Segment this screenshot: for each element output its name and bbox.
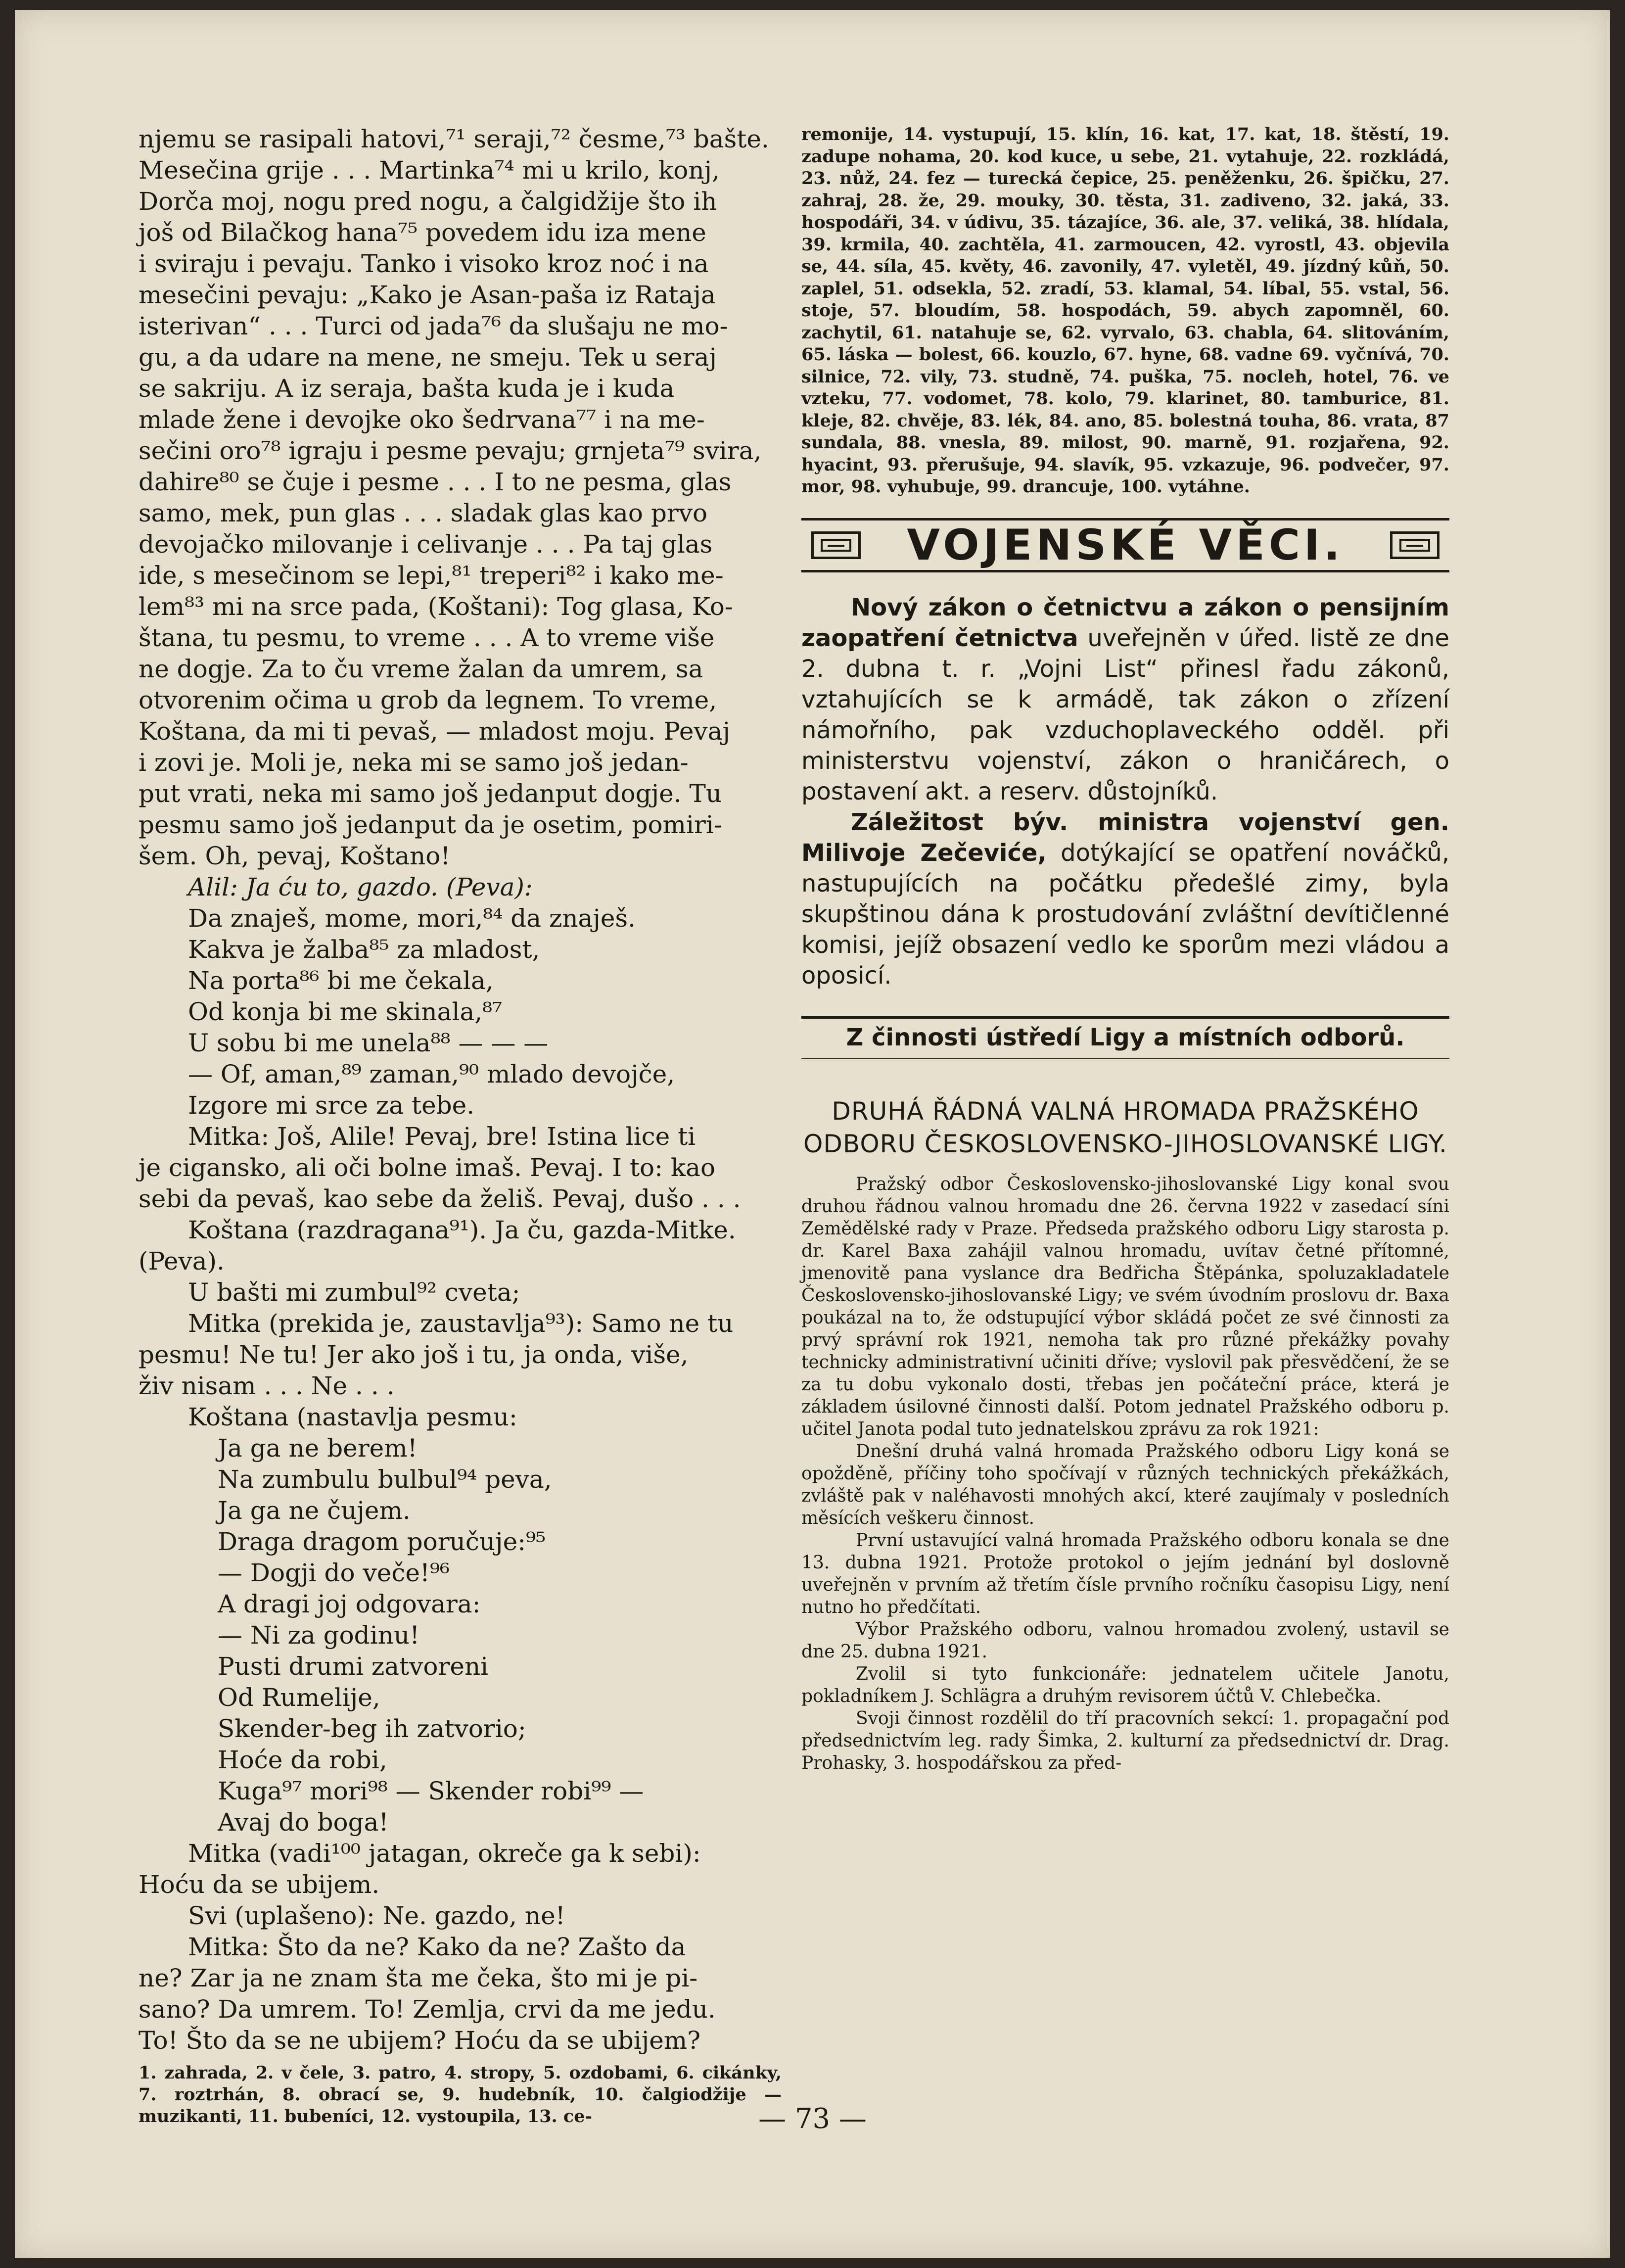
text-line: otvorenim očima u grob da legnem. To vreme, [139,686,717,714]
text-line: je cigansko, ali oči bolne imaš. Pevaj. I to: kao [139,1153,716,1182]
text-line: sebi da pevaš, kao sebe da želiš. Pevaj, dušo . . . [139,1184,741,1213]
text-line: isterivan“ . . . Turci od jada⁷⁶ da slušaju ne mo- [139,312,728,340]
banner-title: VOJENSKÉ VĚCI. [907,520,1344,570]
text-line: ne dogje. Za to ču vreme žalan da umrem, sa [139,655,703,683]
text-line: samo, mek, pun glas . . . sladak glas kao prvo [139,499,708,527]
text-line: Hoću da se ubijem. [139,1870,380,1899]
news-paragraph: Záležitost býv. ministra vojenství gen. Milivoje Zečeviće, dotýkající se opatření nováčků, nastupujících na počátku předešlé zimy, byla skupštinou dána k prostudování zvláštní devítičlenné komisi, jejíž obsazení vedlo ke sporům mezi vládou a oposicí. [801,808,1449,990]
text-line: i zovi je. Moli je, neka mi se samo još jedan- [139,748,689,777]
text-line: Draga dragom poručuje:⁹⁵ [218,1527,546,1556]
text-line: Kuga⁹⁷ mori⁹⁸ — Skender robi⁹⁹ — [218,1777,644,1805]
text-line: Alil: Ja ću to, gazdo. (Peva): [188,873,533,901]
section-heading: Z činnosti ústředí Ligy a místních odborů. [801,1016,1449,1060]
report-paragraph: Pražský odbor Československo-jihoslovanské Ligy konal svou druhou řádnou valnou hromadu dne 26. června 1922 v zasedací síni Zemědělské rady v Praze. Předseda pražského odboru Ligy starosta p. dr. Karel Baxa zahájil valnou hromadu, uvítav četné přítomné, jmenovitě pana vyslance dra Bedřicha Štěpánka, spoluzakladatele Československo-jihoslovanské Ligy; ve svém úvodním proslovu dr. Baxa poukázal na to, že odstupující výbor skládá počet ze své činnosti za prvý správní rok 1921, nemoha tak pro různé překážky povahy technicky administrativní učiniti dříve; vyslovil pak přesvědčení, že se za tu dobu vykonalo dosti, třebas jen počáteční práce, která je základem úsilovné činnosti další. Potom jednatel Pražského odboru p. učitel Janota podal tuto jednatelskou zprávu za rok 1921: [801,1174,1449,1439]
section-banner [801,518,1449,572]
text-line: devojačko milovanje i celivanje . . . Pa taj glas [139,530,713,559]
military-news [801,592,1449,991]
text-line: mlade žene i devojke oko šedrvana⁷⁷ i na me- [139,405,705,434]
text-line: pesmu samo još jedanput da je osetim, pomiri- [139,810,722,839]
page-number: — 73 — [758,2103,867,2135]
report-paragraph: Svoji činnost rozdělil do tří pracovních sekcí: 1. propagační pod předsednictvím leg. rady Šimka, 2. kulturní za předsednictví dr. Drag. Prohasky, 3. hospodářskou za před- [801,1708,1449,1773]
text-line: još od Bilačkog hana⁷⁵ povedem idu iza mene [139,218,706,247]
text-line: Mitka (vadi¹⁰⁰ jatagan, okreče ga k sebi): [188,1839,701,1868]
ornament-icon [1390,531,1439,559]
text-line: Hoće da robi, [218,1746,387,1774]
text-line: mesečini pevaju: „Kako je Asan-paša iz Rataja [139,281,716,309]
text-line: Skender-beg ih zatvorio; [218,1714,526,1743]
text-line: sano? Da umrem. To! Zemlja, crvi da me jedu. [139,1995,716,2024]
report-paragraph: Zvolil si tyto funkcionáře: jednatelem učitele Janotu, pokladníkem J. Schlägra a druhým revisorem účtů V. Chlebečka. [801,1663,1449,1706]
text-line: Mesečina grije . . . Martinka⁷⁴ mi u krilo, konj, [139,156,720,185]
right-footnotes: remonije, 14. vystupují, 15. klín, 16. kat, 17. kat, 18. štěstí, 19. zadupe nohama, 20. kod kuce, u sebe, 21. vytahuje, 22. rozkládá, 23. nůž, 24. fez — turecká čepice, 25. peněženku, 26. špičku, 27. zahraj, 28. že, 29. mouky, 30. těsta, 31. zadiveno, 32. jaká, 33. hospodáři, 34. v údivu, 35. tázajíce, 36. ale, 37. veliká, 38. hlídala, 39. krmila, 40. zachtěla, 41. zarmoucen, 42. vyrostl, 43. objevila se, 44. síla, 45. květy, 46. zavonily, 47. vyletěl, 49. jízdný kůň, 50. zaplel, 51. odsekla, 52. zradí, 53. klamal, 54. líbal, 55. vstal, 56. stoje, 57. bloudím, 58. hospodách, 59. abych zapomněl, 60. zachytil, 61. natahuje se, 62. vyrvalo, 63. chabla, 64. slitováním, 65. láska — bolest, 66. kouzlo, 67. hyne, 68. vadne 69. vyčnívá, 70. silnice, 72. vily, 73. studně, 74. puška, 75. nocleh, hotel, 76. ve vzteku, 77. vodomet, 78. kolo, 79. klarinet, 80. tamburice, 81. kleje, 82. chvěje, 83. lék, 84. ano, 85. bolestná touha, 86. vrata, 87 sundala, 88. vnesla, 89. milost, 90. marně, 91. rozjařena, 92. hyacint, 93. přerušuje, 94. slavík, 95. vzkazuje, 96. podvečer, 97. mor, 98. vyhubuje, 99. drancuje, 100. vytáhne. [801,124,1449,497]
report-body [801,1173,1449,1774]
news-paragraph: Nový zákon o četnictvu a zákon o pensijním zaopatření četnictva uveřejněn v úřed. listě ze dne 2. dubna t. r. „Vojni List“ přinesl řadu zákonů, vztahujících se k armádě, tak zákon o zřízení námořního, pak vzduchoplaveckého odděl. při ministerstvu vojenství, zákon o hraničárech, o postavení akt. a reserv. důstojníků. [801,593,1450,805]
text-line: (Peva). [139,1247,225,1276]
text-line: Dorča moj, nogu pred nogu, a čalgidžije što ih [139,187,717,216]
ornament-icon [811,531,861,559]
text-line: Ja ga ne čujem. [218,1496,411,1525]
report-paragraph: První ustavující valná hromada Pražského odboru konala se dne 13. dubna 1921. Protože protokol o jejím jednání byl doslovně uveřejněn v prvním až třetím čísle prvního ročníku časopisu Ligy, není nutno ho předčítati. [801,1530,1449,1617]
text-line: Avaj do boga! [218,1808,389,1837]
text-line: gu, a da udare na mene, ne smeju. Tek u seraj [139,343,717,372]
text-line: Kakva je žalba⁸⁵ za mladost, [188,935,540,964]
text-line: U bašti mi zumbul⁹² cveta; [188,1278,520,1307]
magazine-page [15,10,1610,2258]
left-footnotes: 1. zahrada, 2. v čele, 3. patro, 4. stropy, 5. ozdobami, 6. cikánky, 7. roztrhán, 8. obrací se, 9. hudebník, 10. čalgiodžije — muzikanti, 11. bubeníci, 12. vystoupila, 13. ce- [139,2063,782,2126]
text-line: ide, s mesečinom se lepi,⁸¹ treperi⁸² i kako me- [139,561,724,590]
text-line: dahire⁸⁰ se čuje i pesme . . . I to ne pesma, glas [139,468,732,496]
text-line: se sakriju. A iz seraja, bašta kuda je i kuda [139,374,675,403]
text-line: Na zumbulu bulbul⁹⁴ peva, [218,1465,552,1494]
play-text [139,124,782,2056]
text-line: — Dogji do veče!⁹⁶ [218,1559,450,1587]
text-line: Pusti drumi zatvoreni [218,1652,489,1681]
text-line: Koštana (nastavlja pesmu: [188,1403,517,1431]
text-line: Mitka: Još, Alile! Pevaj, bre! Istina lice ti [188,1122,696,1151]
right-column [801,124,1449,1774]
text-line: — Ni za godinu! [218,1621,420,1650]
text-line: sečini oro⁷⁸ igraju i pesme pevaju; grnjeta⁷⁹ svira, [139,436,762,465]
text-line: šem. Oh, pevaj, Koštano! [139,842,451,870]
text-line: lem⁸³ mi na srce pada, (Koštani): Tog glasa, Ko- [139,592,733,621]
text-line: Mitka (prekida je, zaustavlja⁹³): Samo ne tu [188,1309,734,1338]
text-line: Mitka: Što da ne? Kako da ne? Zašto da [188,1933,686,1961]
text-line: Da znaješ, mome, mori,⁸⁴ da znaješ. [188,904,636,933]
left-column [139,124,782,2127]
text-line: U sobu bi me unela⁸⁸ — — — [188,1029,549,1057]
text-line: i sviraju i pevaju. Tanko i visoko kroz noć i na [139,249,709,278]
text-line: To! Što da se ne ubijem? Hoću da se ubijem? [139,2026,701,2055]
text-line: put vrati, neka mi samo još jedanput dogje. Tu [139,779,722,808]
report-paragraph: Dnešní druhá valná hromada Pražského odboru Ligy koná se opožděně, příčiny toho spočívají v různých technických překážkách, zvláště pak v naléhavosti mnohých akcí, které zaujímaly v posledních měsících veškeru činnost. [801,1441,1449,1528]
text-line: Svi (uplašeno): Ne. gazdo, ne! [188,1901,565,1930]
text-line: pesmu! Ne tu! Jer ako još i tu, ja onda, više, [139,1340,689,1369]
text-line: Od konja bi me skinala,⁸⁷ [188,997,503,1026]
text-line: Na porta⁸⁶ bi me čekala, [188,966,494,995]
text-line: štana, tu pesmu, to vreme . . . A to vreme više [139,623,715,652]
report-title: DRUHÁ ŘÁDNÁ VALNÁ HROMADA PRAŽSKÉHO ODBORU ČESKOSLOVENSKO-JIHOSLOVANSKÉ LIGY. [803,1096,1447,1158]
text-line: Koštana (razdragana⁹¹). Ja ču, gazda-Mitke. [188,1216,736,1244]
text-line: njemu se rasipali hatovi,⁷¹ seraji,⁷² česme,⁷³ bašte. [139,125,769,153]
text-line: Koštana, da mi ti pevaš, — mladost moju. Pevaj [139,717,730,746]
text-line: ne? Zar ja ne znam šta me čeka, što mi je pi- [139,1964,698,1992]
text-line: Od Rumelije, [218,1683,380,1712]
text-line: A dragi joj odgovara: [218,1590,481,1618]
text-line: Ja ga ne berem! [218,1434,418,1463]
text-line: Izgore mi srce za tebe. [188,1091,475,1120]
report-paragraph: Výbor Pražského odboru, valnou hromadou zvolený, ustavil se dne 25. dubna 1921. [801,1619,1449,1662]
text-line: živ nisam . . . Ne . . . [139,1371,395,1400]
text-line: — Of, aman,⁸⁹ zaman,⁹⁰ mlado devojče, [188,1060,675,1088]
